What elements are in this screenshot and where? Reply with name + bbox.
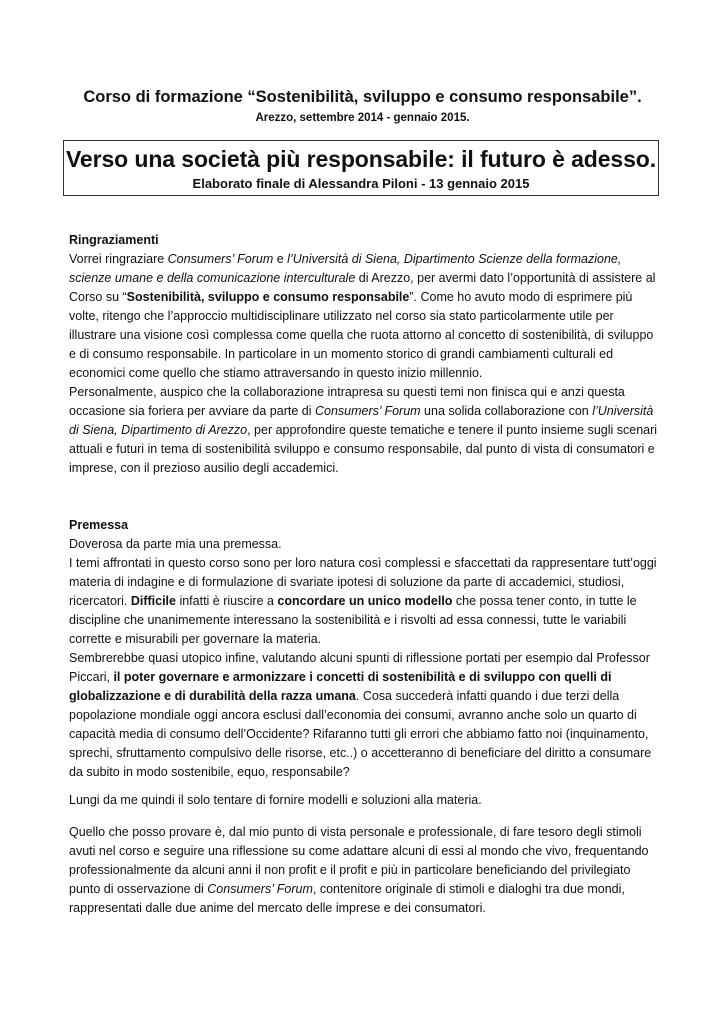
text-run: Vorrei ringraziare — [69, 252, 168, 266]
text-run: Quello che posso provare è, dal mio punto di vista personale e professionale, di fare tesoro degli stimoli avuti nel corso e seguire una riflessione su come adattare alcuni di essi al mondo che vivo, frequentando professionalmente da alcuni anni il non profit e il profit e più in particolare beneficiando del privilegiato punto di osservazione di — [69, 825, 649, 896]
paragraph — [69, 250, 659, 383]
bold-text: concordare un unico modello — [277, 594, 453, 608]
italic-text: Consumers’ Forum — [207, 882, 313, 896]
title-box — [63, 140, 659, 196]
paragraph: Doverosa da parte mia una premessa. — [69, 537, 282, 551]
paragraph — [69, 823, 659, 918]
paragraph-lungi — [69, 791, 659, 810]
text-run: Personalmente, auspico che la collaborazione intrapresa su questi temi non finisca qui e anzi questa occasione sia foriera per avviare da parte di — [69, 385, 625, 418]
text-run: di Arezzo, per avermi dato l’opportunità di assistere al Corso su “ — [69, 271, 656, 304]
paragraph — [69, 554, 659, 649]
bold-text: il poter governare e armonizzare i concetti di sostenibilità e di sviluppo con quelli di globalizzazione e di durabilità della razza umana — [69, 670, 612, 703]
text-run: infatti è riuscire a — [175, 594, 278, 608]
paragraph — [69, 649, 659, 782]
section-heading: Ringraziamenti — [69, 233, 159, 247]
course-dates: Arezzo, settembre 2014 - gennaio 2015. — [255, 112, 470, 124]
text-run: I temi affrontati in questo corso sono per loro natura così complessi e sfaccettati da rappresentare tutt’oggi materia di indagine e di formulazione di svariate ipotesi di soluzione da parte di accademici, studiosi, ricercatori. — [69, 556, 657, 608]
text-run: , per approfondire queste tematiche e tenere il punto insieme sugli scenari attuali e futuri in tema di sostenibilità sviluppo e consumo responsabile, dal punto di vista di consumatori e imprese, con il prezioso ausilio degli accademici. — [69, 423, 658, 475]
text-run: e — [273, 252, 288, 266]
bold-text: Difficile — [130, 594, 176, 608]
italic-text: Consumers’ Forum — [167, 252, 274, 266]
section-premessa — [69, 516, 659, 782]
author-date-subtitle: Elaborato finale di Alessandra Piloni - 13 gennaio 2015 — [192, 176, 530, 191]
bold-text: Sostenibilità, sviluppo e consumo responsabile — [126, 290, 410, 304]
section-heading: Premessa — [69, 518, 129, 532]
section-ringraziamenti — [69, 231, 659, 478]
paragraph — [69, 383, 659, 478]
italic-text: l’Università di Siena, Dipartimento Scienze della formazione, scienze umane e della comunicazione interculturale — [69, 252, 622, 285]
text-run: ”. Come ho avuto modo di esprimere più volte, ritengo che l’approccio multidisciplinare utilizzato nel corso sia stato particolarmente utile per illustrare una visione così complessa come quella che ruota attorno al concetto di sostenibilità, di sviluppo e di consumo responsabile. In particolare in un momento storico di grandi cambiamenti culturali ed economici come quello che stiamo attraversando in questo inizio millennio. — [69, 290, 654, 380]
text-run: . Cosa succederà infatti quando i due terzi della popolazione mondiale oggi ancora esclusi dall’economia dei consumi, avranno anche solo un quarto di capacità media di consumo dell’Occidente? Rifaranno tutti gli errori che abbiamo fatto noi (inquinamento, sprechi, sfruttamento compulsivo delle risorse, etc..) o accetteranno di beneficiare del diritto a consumare da subito in modo sostenibile, equo, responsabile? — [69, 689, 652, 779]
italic-text: l’Università di Siena, Dipartimento di Arezzo — [69, 404, 654, 437]
text-run: una solida collaborazione con — [420, 404, 593, 418]
text-run: Sembrerebbe quasi utopico infine, valutando alcuni spunti di riflessione portati per esempio dal Professor Piccari, — [69, 651, 650, 684]
paragraph-quello — [69, 823, 659, 918]
italic-text: Consumers’ Forum — [314, 404, 421, 418]
paragraph: Lungi da me quindi il solo tentare di fornire modelli e soluzioni alla materia. — [69, 793, 482, 807]
text-run: che possa tener conto, in tutte le discipline che unanimemente interessano la sostenibilità e i risvolti ad essa connessi, tutte le variabili corrette e misurabili per governare la materia. — [69, 594, 637, 646]
main-title: Verso una società più responsabile: il futuro è adesso. — [65, 146, 657, 172]
text-run: , contenitore originale di stimoli e dialoghi tra due mondi, rappresentati dalle due anime del mercato delle imprese e dei consumatori. — [69, 882, 625, 915]
course-title: Corso di formazione “Sostenibilità, sviluppo e consumo responsabile”. — [83, 88, 642, 106]
